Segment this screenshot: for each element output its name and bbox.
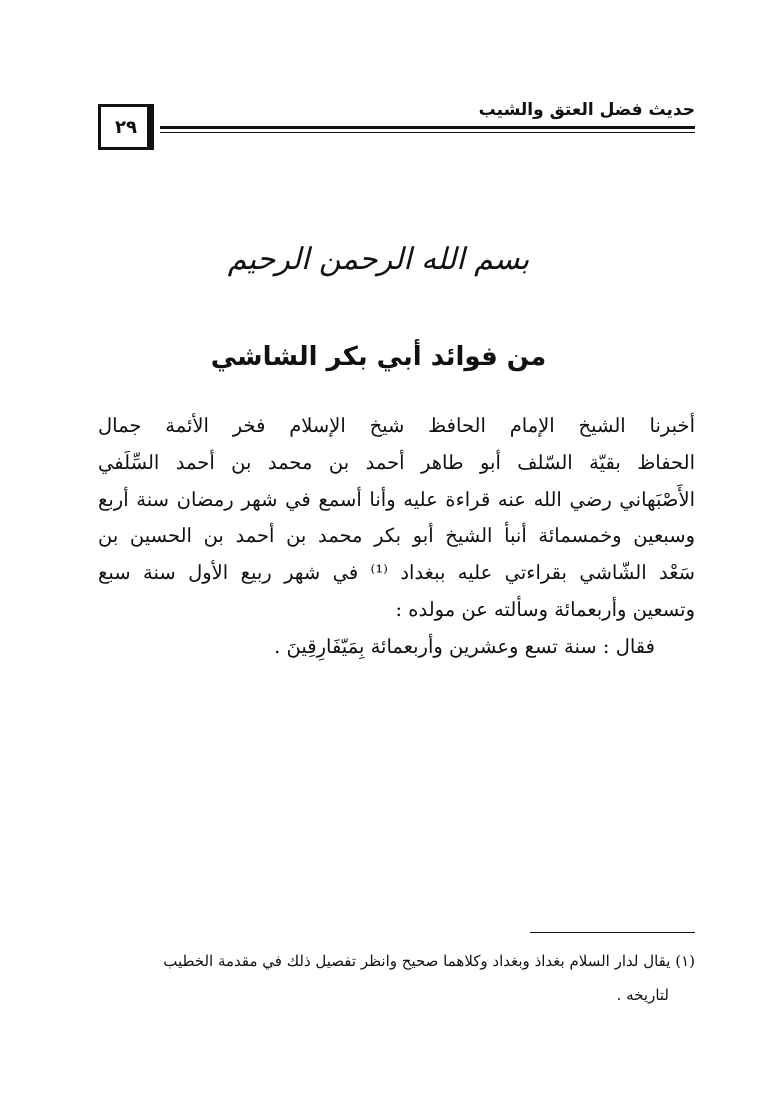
body-line-7: فقال : سنة تسع وعشرين وأربعمائة بِمَيّفَارِقِينَ . <box>274 634 655 658</box>
page-number: ٢٩ <box>115 116 137 138</box>
footnote-separator <box>530 932 695 933</box>
body-line-3: الأَصْبَهاني رضي الله عنه قراءة عليه وأنا أسمع في شهر رمضان سنة أربع <box>98 487 695 511</box>
running-title: حديث فضل العتق والشيب <box>478 100 695 120</box>
basmala-calligraphy: بسم الله الرحمن الرحيم <box>227 242 530 277</box>
body-line-6: وتسعين وأربعمائة وسألته عن مولده : <box>395 597 695 621</box>
body-line-4: وسبعين وخمسمائة أنبأ الشيخ أبو بكر محمد بن أحمد بن الحسين بن <box>98 524 695 548</box>
header-rule-thin <box>160 132 695 133</box>
body-line-5: سَعْد الشّاشي بقراءتي عليه ببغداد ⁽¹⁾ في شهر ربيع الأول سنة سبع <box>98 561 695 585</box>
footnote <box>98 944 695 1012</box>
footnote-line-2: لتاريخه . <box>616 986 669 1004</box>
footnote-line-1: (١) يقال لدار السلام بغداذ وبغداد وكلاهما صحيح وانظر تفصيل ذلك في مقدمة الخطيب <box>163 952 695 970</box>
body-line-2: الحفاظ بقيّة السّلف أبو طاهر أحمد بن محمد بن أحمد السِّلَفي <box>98 450 695 474</box>
header-rule-thick <box>160 126 695 129</box>
page-number-box <box>98 104 154 150</box>
section-title: من فوائد أبي بكر الشاشي <box>210 342 547 372</box>
body-line-1: أخبرنا الشيخ الإمام الحافظ شيخ الإسلام فخر الأئمة جمال <box>98 414 695 437</box>
body-text <box>98 408 695 666</box>
